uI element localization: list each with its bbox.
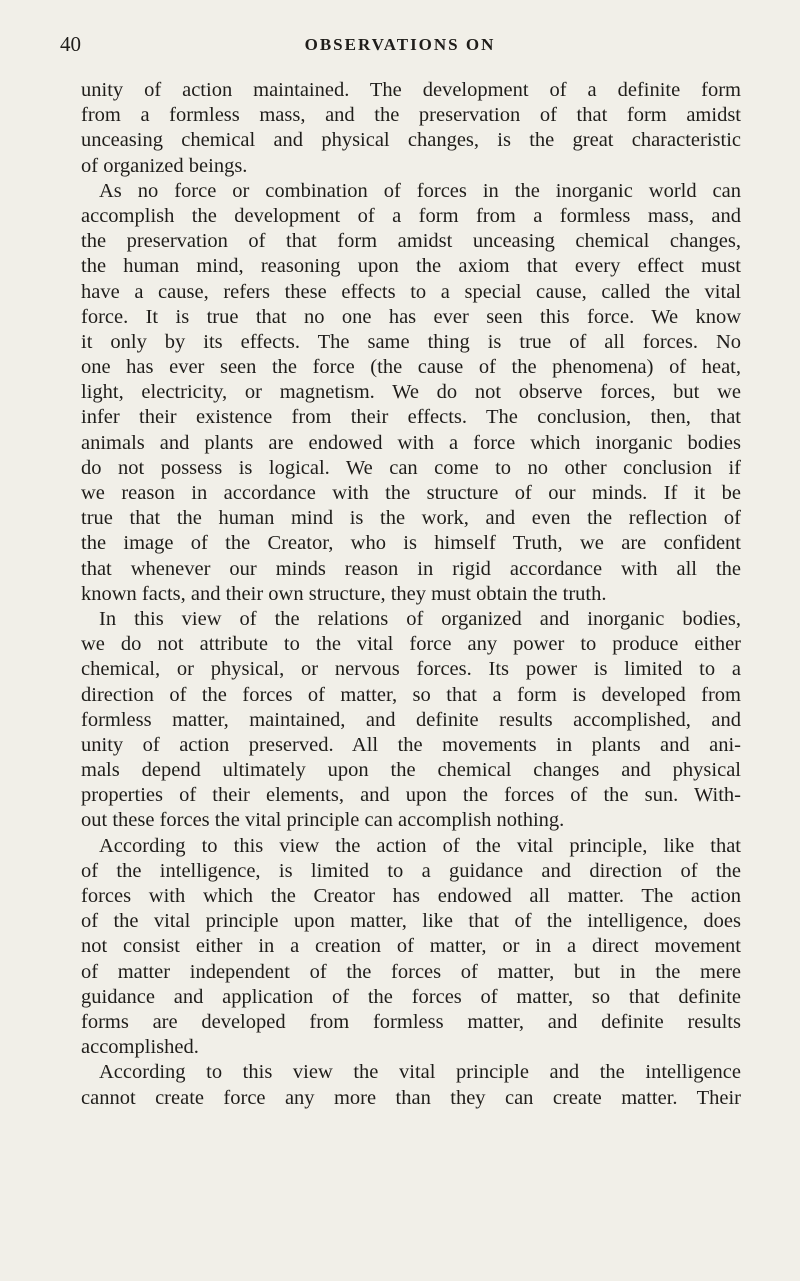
- text-line: light, electricity, or magnetism. We do not observe forces, but we: [81, 381, 741, 404]
- text-line: force. It is true that no one has ever seen this force. We know: [81, 305, 741, 328]
- text-line: we reason in accordance with the structure of our minds. If it be: [81, 482, 741, 504]
- text-line: direction of the forces of matter, so that a form is developed from: [81, 683, 741, 706]
- page-number: 40: [60, 32, 81, 56]
- body-text: [81, 78, 741, 1111]
- text-line: that whenever our minds reason in rigid accordance with all the: [81, 557, 741, 580]
- running-head: OBSERVATIONS ON: [304, 35, 496, 54]
- text-line: cannot create force any more than they can create matter. Their: [81, 1086, 741, 1109]
- text-line: accomplish the development of a form from a formless mass, and: [81, 204, 741, 227]
- text-line: accomplished.: [81, 1036, 199, 1059]
- text-line: As no force or combination of forces in the inorganic world can: [99, 179, 741, 202]
- text-line: the human mind, reasoning upon the axiom that every effect must: [81, 255, 741, 278]
- page-header: [60, 32, 740, 62]
- text-line: the image of the Creator, who is himself Truth, we are confident: [81, 532, 741, 555]
- text-line: true that the human mind is the work, and even the reflection of: [81, 507, 741, 530]
- text-line: of matter independent of the forces of matter, but in the mere: [81, 960, 741, 983]
- text-line: mals depend ultimately upon the chemical changes and physical: [81, 759, 741, 782]
- text-line: have a cause, refers these effects to a special cause, called the vital: [81, 280, 741, 303]
- text-line: of the intelligence, is limited to a guidance and direction of the: [81, 859, 741, 882]
- text-line: unity of action maintained. The development of a definite form: [81, 79, 741, 101]
- text-line: forms are developed from formless matter, and definite results: [81, 1010, 741, 1033]
- text-line: unceasing chemical and physical changes, is the great characteristic: [81, 129, 741, 152]
- text-line: According to this view the vital principle and the intelligence: [99, 1061, 741, 1084]
- text-line: it only by its effects. The same thing is true of all forces. No: [81, 330, 741, 353]
- text-line: chemical, or physical, or nervous forces. Its power is limited to a: [81, 658, 741, 681]
- text-line: the preservation of that form amidst unceasing chemical changes,: [81, 230, 741, 253]
- text-line: In this view of the relations of organized and inorganic bodies,: [99, 607, 741, 630]
- text-line: not consist either in a creation of matter, or in a direct movement: [81, 935, 741, 958]
- text-line: of organized beings.: [81, 154, 248, 177]
- text-line: from a formless mass, and the preservation of that form amidst: [81, 104, 741, 127]
- text-line: one has ever seen the force (the cause of the phenomena) of heat,: [81, 356, 741, 379]
- text-line: animals and plants are endowed with a force which inorganic bodies: [81, 431, 741, 454]
- text-line: According to this view the action of the vital principle, like that: [99, 834, 741, 857]
- text-line: we do not attribute to the vital force any power to produce either: [81, 633, 741, 656]
- text-line: guidance and application of the forces of matter, so that definite: [81, 985, 741, 1008]
- text-line: out these forces the vital principle can accomplish nothing.: [81, 809, 565, 832]
- text-line: infer their existence from their effects. The conclusion, then, that: [81, 406, 741, 429]
- text-line: unity of action preserved. All the movements in plants and ani-: [81, 733, 741, 756]
- text-line: do not possess is logical. We can come to no other conclusion if: [81, 456, 741, 479]
- text-line: forces with which the Creator has endowed all matter. The action: [81, 885, 741, 907]
- text-line: formless matter, maintained, and definite results accomplished, and: [81, 708, 741, 731]
- text-line: properties of their elements, and upon the forces of the sun. With-: [81, 784, 741, 807]
- text-line: of the vital principle upon matter, like that of the intelligence, does: [81, 910, 741, 933]
- text-line: known facts, and their own structure, they must obtain the truth.: [81, 582, 607, 605]
